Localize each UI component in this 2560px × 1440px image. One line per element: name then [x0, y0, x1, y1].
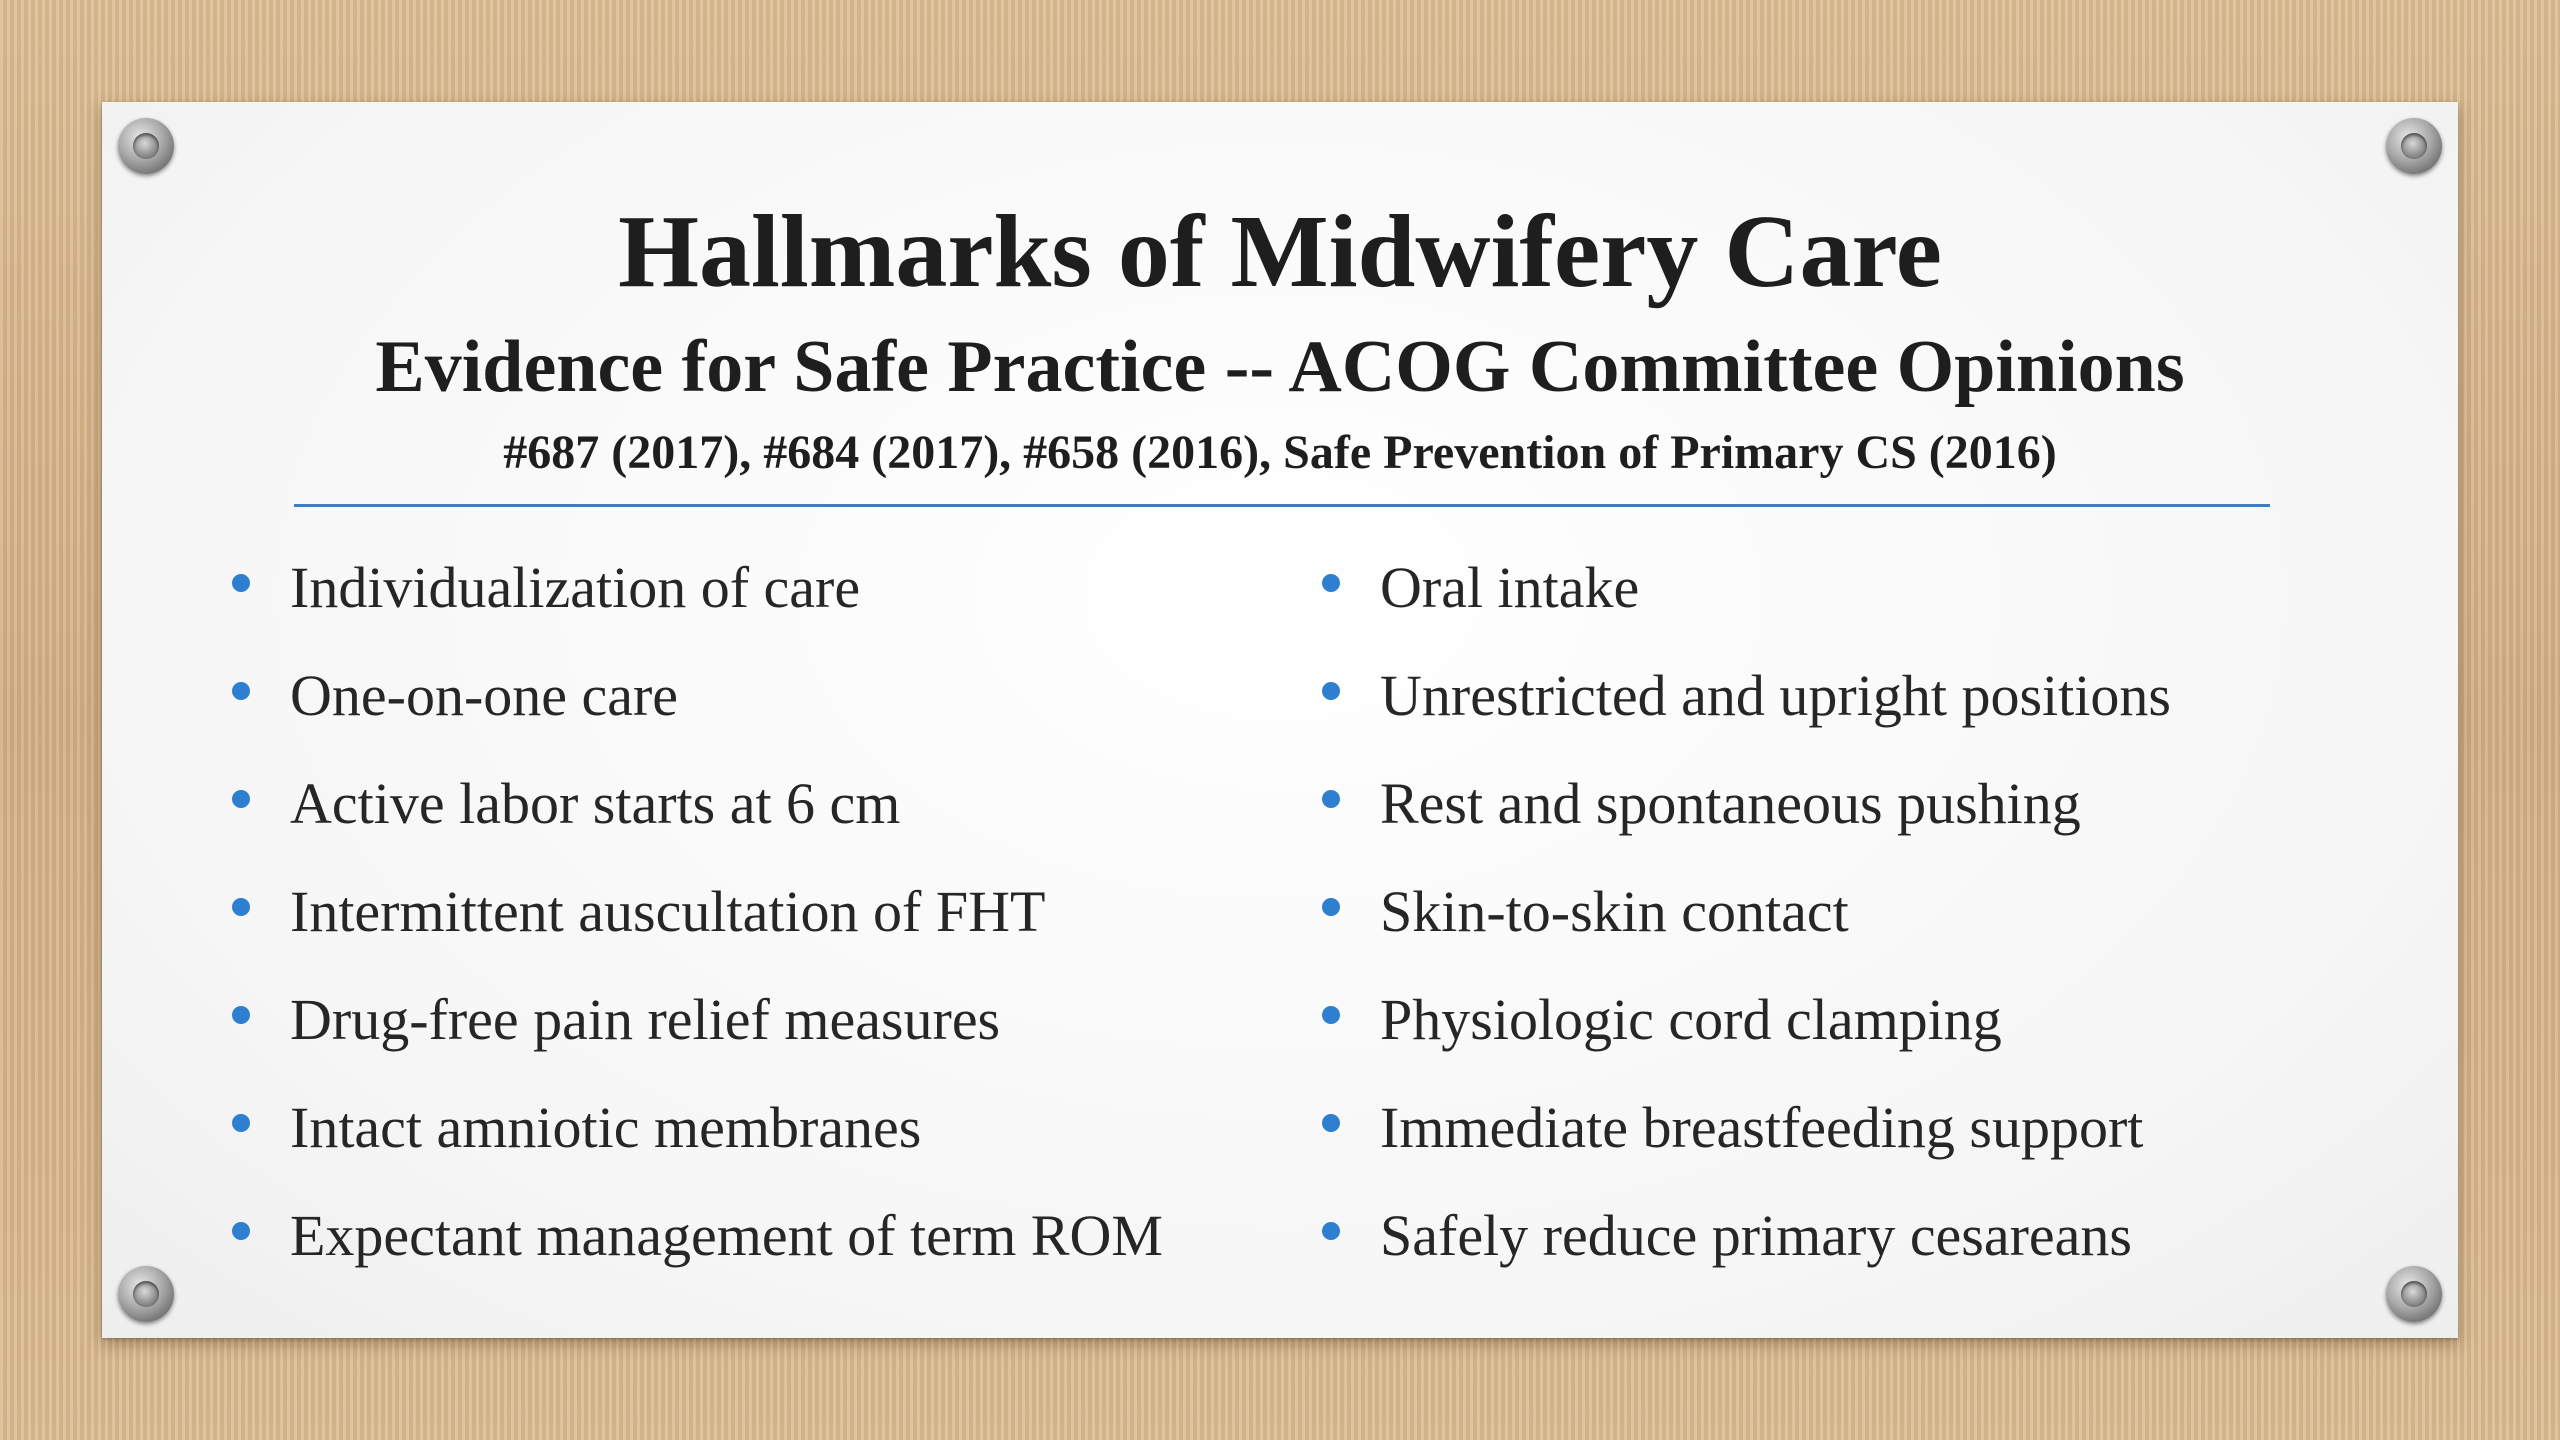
list-item	[226, 1080, 1306, 1188]
list-item	[226, 648, 1306, 756]
list-item-text: Expectant management of term ROM	[290, 1203, 1163, 1268]
list-item	[226, 972, 1306, 1080]
list-item	[1316, 540, 2396, 648]
bullet-icon	[232, 574, 250, 592]
list-item	[226, 1188, 1306, 1296]
list-item-text: Intermittent auscultation of FHT	[290, 879, 1046, 944]
list-item	[226, 540, 1306, 648]
bullet-icon	[232, 1222, 250, 1240]
list-item-text: Oral intake	[1380, 555, 1640, 620]
list-item-text: Drug-free pain relief measures	[290, 987, 1001, 1052]
grommet-bottom-left	[118, 1266, 174, 1322]
bullet-icon	[232, 1114, 250, 1132]
bullet-icon	[232, 898, 250, 916]
list-item-text: Immediate breastfeeding support	[1380, 1095, 2144, 1160]
bullet-icon	[1322, 574, 1340, 592]
right-bullet-list	[1316, 540, 2396, 1296]
slide-board	[102, 102, 2458, 1338]
list-item-text: Intact amniotic membranes	[290, 1095, 922, 1160]
list-item-text: Active labor starts at 6 cm	[290, 771, 901, 836]
title-divider	[294, 504, 2270, 507]
reference-line: #687 (2017), #684 (2017), #658 (2016), Safe Prevention of Primary CS (2016)	[503, 426, 2057, 479]
grommet-top-right	[2386, 118, 2442, 174]
list-item	[1316, 756, 2396, 864]
slide-subtitle: Evidence for Safe Practice -- ACOG Committee Opinions	[375, 326, 2185, 408]
list-item-text: One-on-one care	[290, 663, 679, 728]
bullet-icon	[1322, 898, 1340, 916]
grommet-top-left	[118, 118, 174, 174]
bullet-icon	[232, 1006, 250, 1024]
bullet-icon	[1322, 1006, 1340, 1024]
slide-title: Hallmarks of Midwifery Care	[618, 194, 1942, 309]
left-bullet-list	[226, 540, 1306, 1296]
bullet-icon	[1322, 790, 1340, 808]
list-item	[1316, 1080, 2396, 1188]
list-item-text: Skin-to-skin contact	[1380, 879, 1849, 944]
list-item-text: Individualization of care	[290, 555, 861, 620]
bullet-icon	[1322, 1114, 1340, 1132]
list-item	[1316, 972, 2396, 1080]
bullet-icon	[1322, 1222, 1340, 1240]
list-item	[1316, 864, 2396, 972]
list-item-text: Unrestricted and upright positions	[1380, 663, 2171, 728]
list-item-text: Physiologic cord clamping	[1380, 987, 2002, 1052]
bullet-icon	[232, 682, 250, 700]
list-item	[1316, 1188, 2396, 1296]
list-item	[226, 864, 1306, 972]
list-item	[226, 756, 1306, 864]
list-item-text: Safely reduce primary cesareans	[1380, 1203, 2132, 1268]
list-item-text: Rest and spontaneous pushing	[1380, 771, 2081, 836]
bullet-icon	[232, 790, 250, 808]
list-item	[1316, 648, 2396, 756]
bullet-icon	[1322, 682, 1340, 700]
